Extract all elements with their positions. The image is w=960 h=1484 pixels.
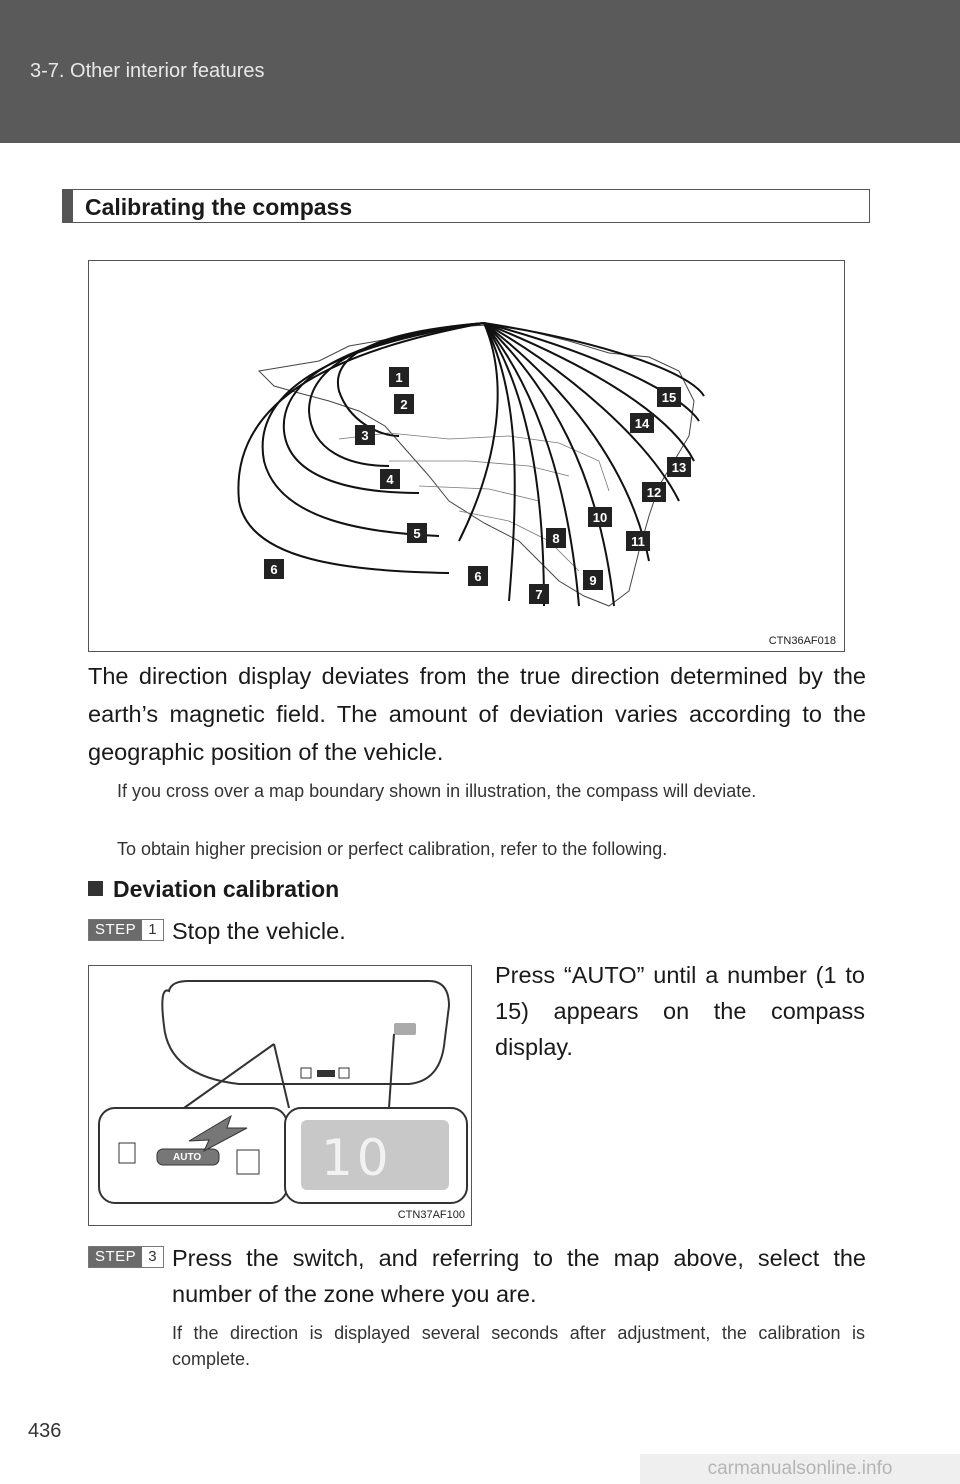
section-breadcrumb: 3-7. Other interior features	[30, 60, 265, 82]
mirror-drawing	[89, 966, 471, 1225]
svg-text:5: 5	[413, 526, 421, 541]
note-boundary: If you cross over a map boundary shown in illustration, the compass will deviate.	[117, 781, 757, 801]
auto-button-label: AUTO	[173, 1152, 202, 1163]
section-title: Calibrating the compass	[85, 194, 353, 220]
svg-text:6: 6	[474, 569, 482, 584]
svg-text:9: 9	[589, 573, 597, 588]
svg-text:6: 6	[270, 562, 278, 577]
svg-text:15: 15	[661, 390, 677, 405]
page-number: 436	[28, 1420, 62, 1442]
subheading-text: Deviation calibration	[113, 876, 340, 902]
step-label: STEP	[95, 921, 137, 938]
svg-text:13: 13	[671, 460, 687, 475]
figure-code: CTN36AF018	[768, 635, 836, 647]
svg-text:11: 11	[631, 534, 645, 549]
page-header	[0, 0, 960, 143]
section-title-bar	[62, 189, 870, 223]
step-3-note: If the direction is displayed several seconds after adjustment, the calibration is complete.	[172, 1323, 865, 1369]
svg-text:7: 7	[535, 587, 543, 602]
step-label: STEP	[95, 1248, 137, 1265]
body-paragraph: The direction display deviates from the true direction determined by the earth’s magnetic field. The amount of deviation varies according to the geographic position of the vehicle.	[88, 663, 866, 765]
note-precision: To obtain higher precision or perfect calibration, refer to the following.	[117, 839, 668, 859]
svg-text:3: 3	[361, 428, 369, 443]
svg-text:1: 1	[395, 370, 403, 385]
svg-text:14: 14	[634, 416, 650, 431]
zone-badges	[264, 367, 691, 604]
step-1-badge	[88, 919, 164, 941]
step-3-text: Press the switch, and referring to the map above, select the number of the zone where you are.	[172, 1245, 866, 1307]
step-2-text: Press “AUTO” until a number (1 to 15) appears on the compass display.	[495, 962, 865, 1060]
compass-display-value: 10	[321, 1129, 393, 1187]
compass-zone-map	[88, 260, 845, 652]
subheading	[88, 876, 339, 903]
figure-code: CTN37AF100	[397, 1209, 465, 1221]
svg-text:10: 10	[592, 510, 608, 525]
step-number: 3	[142, 1247, 162, 1267]
title-marker	[63, 190, 73, 222]
step-1-text: Stop the vehicle.	[172, 918, 346, 944]
step-3-badge	[88, 1246, 164, 1268]
zone-map-illustration	[89, 261, 844, 651]
svg-text:2: 2	[400, 397, 408, 412]
mirror-illustration	[88, 965, 472, 1226]
step-number: 1	[142, 920, 162, 940]
svg-text:4: 4	[386, 472, 394, 487]
heading-square-icon	[88, 881, 103, 896]
svg-text:8: 8	[552, 531, 560, 546]
svg-text:12: 12	[646, 485, 662, 500]
watermark: carmanualsonline.info	[640, 1454, 960, 1484]
